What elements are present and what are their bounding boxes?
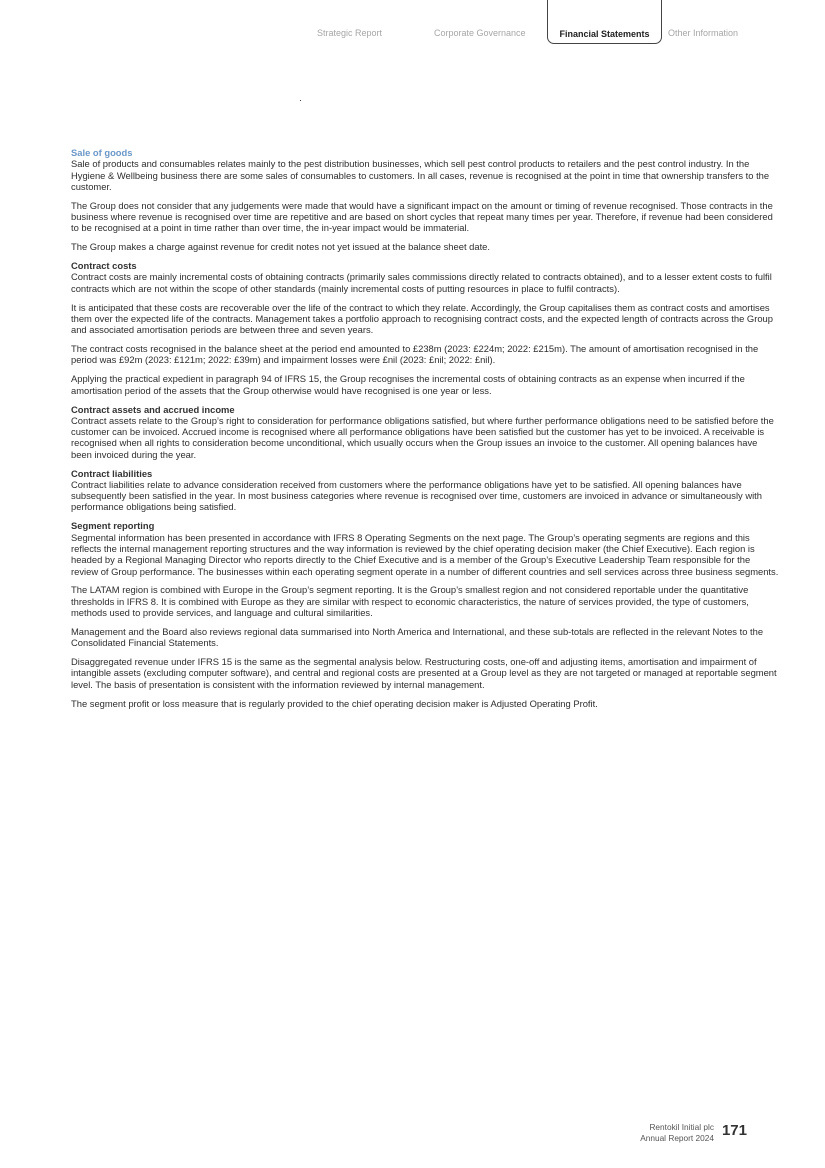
paragraph: The Group does not consider that any judgements were made that would have a significant impact on the amount or timing of revenue recognised. Those contracts in the business where revenue is recognised over time are repetitive and are based on short cycles that repeat many times per year. Therefore, if revenue had been considered to be recognised at a point in time rather than over time, the in-year impact would be immaterial.	[71, 199, 773, 234]
segment-reporting-heading: Segment reporting	[71, 520, 155, 532]
nav-tab-other-information[interactable]: Other Information	[668, 28, 739, 38]
section-contract-liabilities	[71, 468, 779, 513]
paragraph: The LATAM region is combined with Europe in the Group’s segment reporting. It is the Group’s smallest region and not considered reportable under the quantitative thresholds in IFRS 8. It is combined with Europe as they are similar with respect to economic characteristics, the nature of services provided, the type of customers, methods used to provide services, and language and cultural similarities.	[71, 584, 749, 619]
paragraph: Sale of products and consumables relates mainly to the pest distribution businesses, which sell pest control products to retailers and the pest control industry. In the Hygiene & Wellbeing business there are some sales of consumables to customers. In all cases, revenue is recognised at the point in time that ownership transfers to the customer.	[71, 158, 770, 192]
paragraph: Contract liabilities relate to advance consideration received from customers where the performance obligations have yet to be satisfied. All opening balances have subsequently been satisfied in the year. In most business categories where revenue is recognised over time, customers are invoiced in advance or simultaneously with performance obligations being satisfied.	[71, 478, 762, 513]
contract-assets-heading: Contract assets and accrued income	[71, 403, 235, 415]
paragraph: The segment profit or loss measure that is regularly provided to the chief operating decision maker is Adjusted Operating Profit.	[71, 697, 598, 709]
section-navigation	[0, 0, 825, 50]
section-segment-reporting	[71, 520, 779, 709]
paragraph: The contract costs recognised in the balance sheet at the period end amounted to £238m (2023: £224m; 2022: £215m). The amount of amortisation recognised in the period was £92m (2023: £121m; 2022: £39m) and impairment losses were £nil (2023: £nil; 2022: £nil).	[71, 343, 759, 366]
contract-liabilities-heading: Contract liabilities	[71, 467, 153, 479]
company-name	[640, 1122, 714, 1143]
paragraph: Contract costs are mainly incremental costs of obtaining contracts (primarily sales commissions directly related to contracts obtained), and to a lesser extent costs to fulfil contracts which are not within the scope of other standards (mainly incremental costs of putting resources in place to fulfil contracts).	[71, 271, 772, 294]
sale-of-goods-heading: Sale of goods	[71, 147, 133, 158]
page-number: 171	[721, 1122, 747, 1139]
section-contract-costs	[71, 260, 779, 396]
nav-tab-financial-statements[interactable]: Financial Statements	[547, 0, 662, 44]
main-content	[71, 147, 779, 716]
paragraph: Segmental information has been presented in accordance with IFRS 8 Operating Segments on the next page. The Group’s operating segments are regions and this reflects the internal management reporting structures and the way information is reviewed by the chief operating decision maker (the Chief Executive). Each region is headed by a Regional Managing Director who reports directly to the Chief Executive and is a member of the Group’s Executive Leadership Team responsible for the review of Group performance. The businesses within each operating segment operate in a number of different countries and sell services across three business segments.	[71, 531, 779, 577]
paragraph: Management and the Board also reviews regional data summarised into North America and International, and these sub-totals are reflected in the relevant Notes to the Consolidated Financial Statements.	[71, 625, 764, 649]
contract-costs-heading: Contract costs	[71, 260, 137, 272]
section-sale-of-goods	[71, 147, 779, 253]
company-line-2: Annual Report 2024	[640, 1132, 714, 1143]
nav-tab-strategic-report[interactable]: Strategic Report	[317, 28, 383, 38]
paragraph: Disaggregated revenue under IFRS 15 is the same as the segmental analysis below. Restructuring costs, one-off and adjusting items, amortisation and impairment of intangible assets (excluding computer software), and central and regional costs are presented at a Group level as they are not targeted or managed at reportable segment level. The basis of presentation is consistent with the information reviewed by internal management.	[71, 656, 777, 690]
paragraph: It is anticipated that these costs are recoverable over the life of the contract to which they relate. Accordingly, the Group capitalises them as contract costs and amortises them over the expected life of the contracts. Management takes a portfolio approach to recognising contract costs, and the expected length of contracts across the Group and associated amortisation periods are between three and seven years.	[71, 301, 773, 336]
stray-dot	[300, 100, 301, 101]
paragraph: The Group makes a charge against revenue for credit notes not yet issued at the balance sheet date.	[71, 241, 491, 253]
paragraph: Applying the practical expedient in paragraph 94 of IFRS 15, the Group recognises the incremental costs of obtaining contracts as an expense when incurred if the amortisation period of the assets that the Group otherwise would have recognised is one year or less.	[71, 373, 745, 396]
company-line-1: Rentokil Initial plc	[649, 1122, 714, 1132]
section-contract-assets	[71, 404, 779, 460]
paragraph: Contract assets relate to the Group’s right to consideration for performance obligations satisfied, but where further performance obligations need to be satisfied before the customer can be invoiced. Accrued income is recognised where all performance obligations have been satisfied but the customer has yet to be invoiced. A receivable is recognised when all rights to consideration become unconditional, which usually occurs when the Group issues an invoice to the customer. All opening balances have been invoiced during the year.	[71, 414, 774, 460]
nav-tab-corporate-governance[interactable]: Corporate Governance	[434, 28, 526, 38]
